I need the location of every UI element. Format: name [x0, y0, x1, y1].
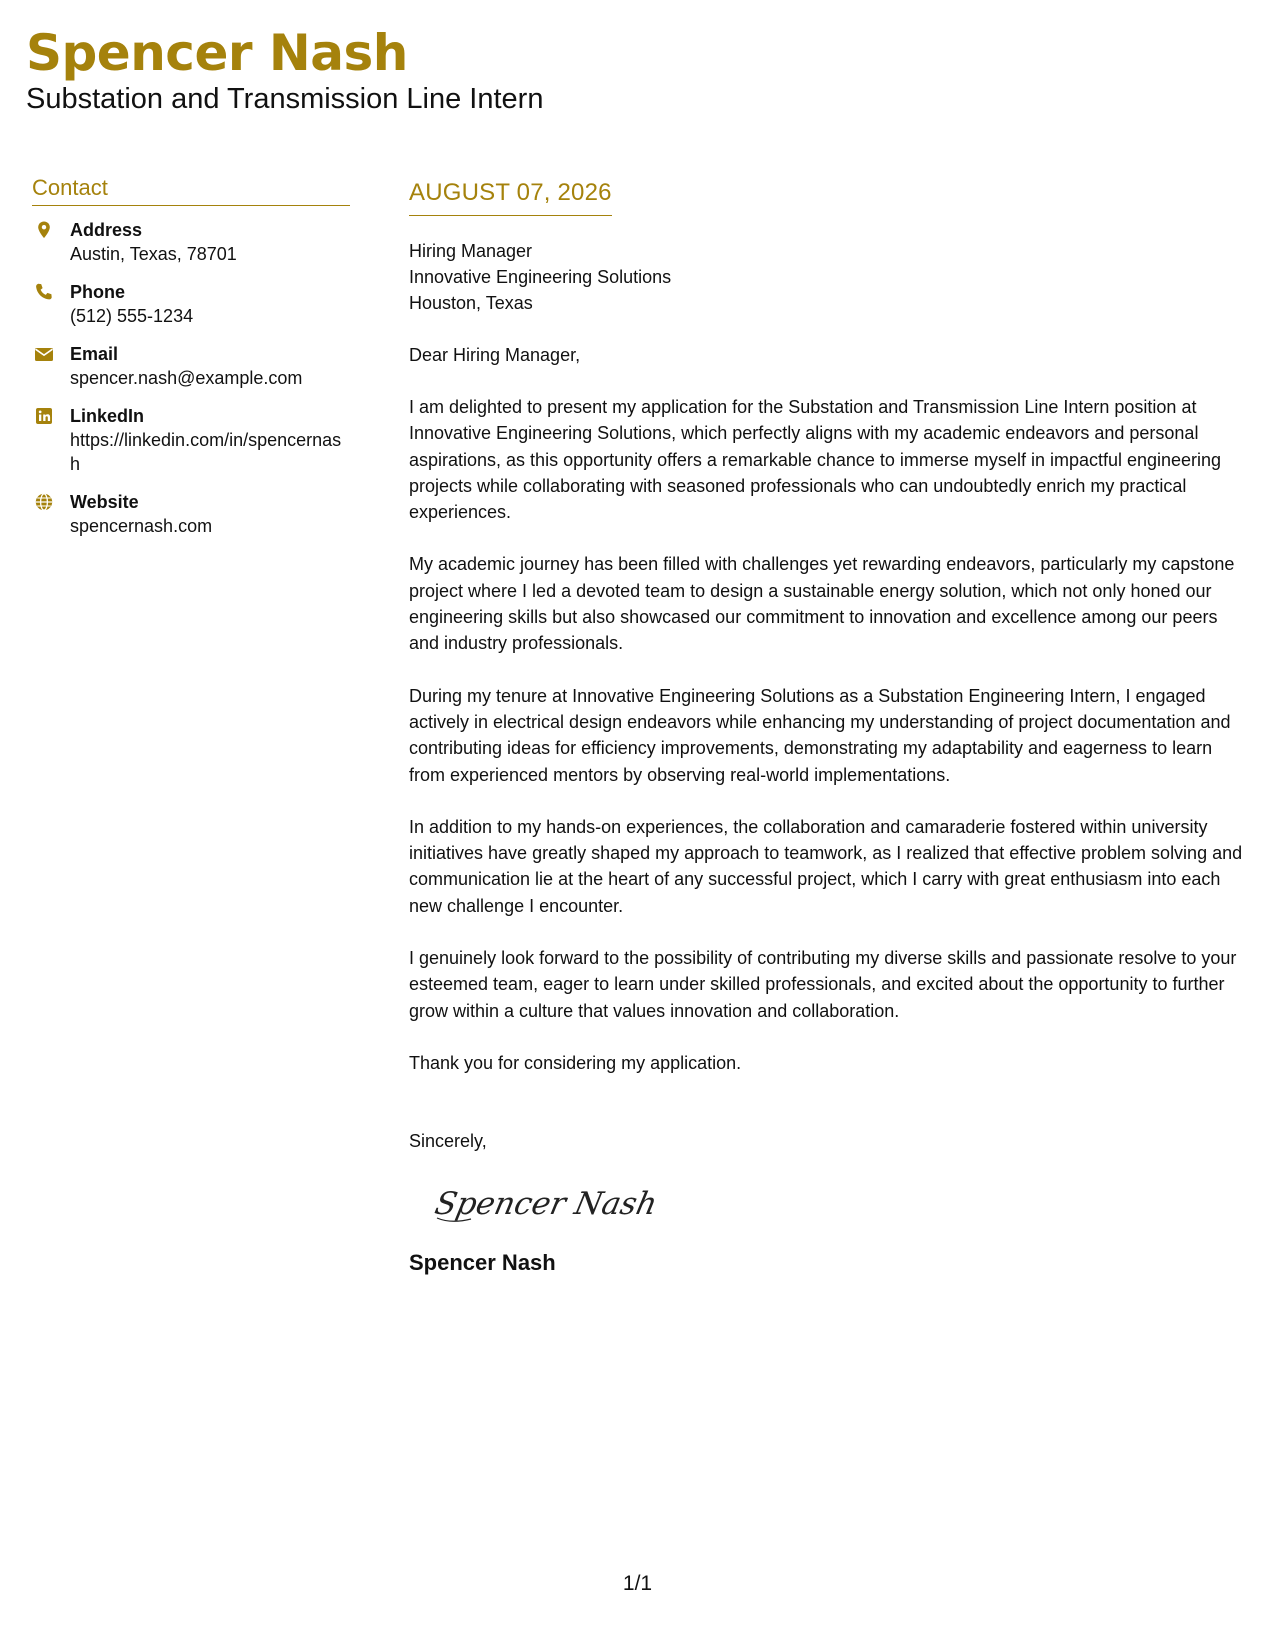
contact-website — [32, 490, 350, 538]
recipient-name: Hiring Manager — [409, 241, 533, 261]
letter-paragraph: My academic journey has been filled with challenges yet rewarding endeavors, particularly my capstone project where I led a devoted team to design a sustainable energy solution, which not only honed our engineering skills but also showcased our commitment to innovation and excellence among our peers and industry professionals. — [409, 554, 1235, 654]
letter-paragraph: I genuinely look forward to the possibility of contributing my diverse skills and passionate resolve to your esteemed team, eager to learn under skilled professionals, and excited about the opportunity to further grow within a culture that values innovation and collaboration. — [409, 948, 1237, 1021]
recipient-company: Innovative Engineering Solutions — [409, 267, 672, 287]
contact-linkedin — [32, 404, 350, 476]
header — [26, 22, 543, 116]
phone-label: Phone — [70, 282, 126, 302]
closing: Sincerely, — [409, 1131, 487, 1152]
letter-body — [409, 178, 1249, 1277]
email-value: spencer.nash@example.com — [70, 368, 303, 388]
contact-email — [32, 342, 350, 390]
phone-icon — [34, 282, 54, 302]
applicant-name: Spencer Nash — [26, 24, 408, 82]
contact-address — [32, 218, 350, 266]
contact-sidebar — [32, 174, 350, 552]
letter-paragraph: I am delighted to present my application for the Substation and Transmission Line Intern position at Innovative Engineering Solutions, which perfectly aligns with my academic endeavors and personal aspirations, as this opportunity offers a remarkable chance to immerse myself in impactful engineering projects while collaborating with seasoned professionals who can undoubtedly enrich my practical experiences. — [409, 397, 1222, 523]
letter-date: AUGUST 07, 2026 — [409, 178, 612, 216]
map-marker-icon — [34, 220, 54, 240]
linkedin-label: LinkedIn — [70, 406, 145, 426]
signer-name: Spencer Nash — [409, 1250, 556, 1276]
linkedin-value: https://linkedin.com/in/spencernash — [70, 430, 342, 474]
address-label: Address — [70, 220, 143, 240]
handwritten-signature — [431, 1178, 661, 1228]
letter-paragraph: During my tenure at Innovative Engineering Solutions as a Substation Engineering Intern, I engaged actively in electrical design endeavors while enhancing my understanding of project documentation and contributing ideas for efficiency improvements, demonstrating my adaptability and eagerness to learn from experienced mentors by observing real-world implementations. — [409, 685, 1231, 785]
linkedin-icon — [34, 406, 54, 426]
website-value: spencernash.com — [70, 516, 213, 536]
envelope-icon — [34, 344, 54, 364]
letter-paragraph: In addition to my hands-on experiences, the collaboration and camaraderie fostered within university initiatives have greatly shaped my approach to teamwork, as I realized that effective problem solving and communication lie at the heart of any successful project, which I carry with great enthusiasm into each new challenge I encounter. — [409, 816, 1243, 916]
phone-value: (512) 555-1234 — [70, 306, 194, 326]
salutation: Dear Hiring Manager, — [409, 345, 581, 365]
website-label: Website — [70, 492, 139, 512]
recipient-block — [409, 238, 1249, 316]
letter-paragraph: Thank you for considering my application. — [409, 1052, 742, 1073]
signature-text: Spencer Nash — [431, 1186, 661, 1223]
address-value: Austin, Texas, 78701 — [70, 244, 237, 264]
recipient-location: Houston, Texas — [409, 293, 533, 313]
email-label: Email — [70, 344, 119, 364]
contact-phone — [32, 280, 350, 328]
page-number: 1/1 — [622, 1572, 653, 1595]
contact-heading: Contact — [32, 174, 350, 206]
job-title: Substation and Transmission Line Intern — [26, 83, 544, 115]
globe-icon — [34, 492, 54, 512]
